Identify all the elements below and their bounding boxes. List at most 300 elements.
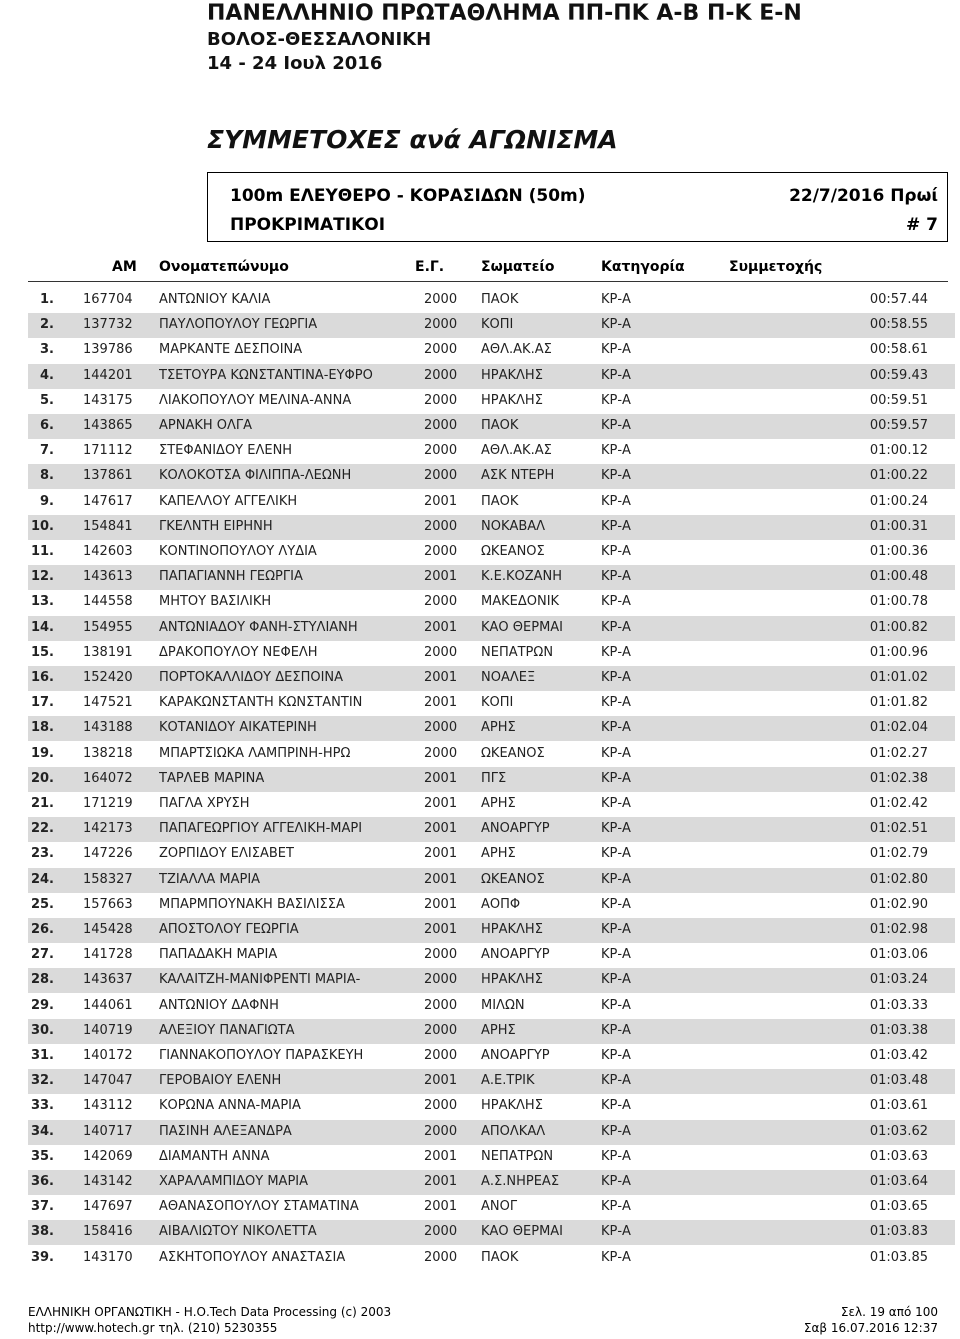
entry-name: ΤΖΙΑΛΛΑ ΜΑΡΙΑ xyxy=(159,871,261,887)
entry-club: ΗΡΑΚΛΗΣ xyxy=(481,922,543,937)
entry-position: 30. xyxy=(30,1022,54,1038)
entry-am: 141728 xyxy=(83,947,133,963)
entry-year: 2000 xyxy=(424,418,458,433)
entry-am: 144558 xyxy=(83,594,133,610)
event-name: 100m ΕΛΕΥΘΕΡΟ - ΚΟΡΑΣΙΔΩΝ (50m) xyxy=(230,186,586,206)
entry-name: ΜΗΤΟΥ ΒΑΣΙΛΙΚΗ xyxy=(159,594,272,610)
entry-year: 2000 xyxy=(424,745,458,761)
entry-category: ΚΡ-Α xyxy=(601,695,631,711)
entry-club: ΗΡΑΚΛΗΣ xyxy=(481,1098,543,1114)
entry-time: 01:00.12 xyxy=(869,443,928,459)
entry-year: 2001 xyxy=(424,619,458,635)
entry-name: ΜΑΡΚΑΝΤΕ ΔΕΣΠΟΙΝΑ xyxy=(159,342,303,358)
entry-time: 01:00.24 xyxy=(869,493,928,509)
entry-am: 157663 xyxy=(83,896,133,912)
entry-category: ΚΡ-Α xyxy=(601,1199,631,1215)
entry-position: 21. xyxy=(30,796,54,811)
entry-club: ΠΑΟΚ xyxy=(481,292,519,307)
entry-position: 25. xyxy=(30,896,54,912)
entry-name: ΚΟΡΩΝΑ ΑΝΝΑ-ΜΑΡΙΑ xyxy=(159,1098,301,1114)
entry-year: 2000 xyxy=(424,292,458,307)
entry-year: 2000 xyxy=(424,594,458,610)
entry-name: ΛΙΑΚΟΠΟΥΛΟΥ ΜΕΛΙΝΑ-ΑΝΝΑ xyxy=(159,392,352,408)
entry-category: ΚΡ-Α xyxy=(601,670,631,685)
entry-year: 2001 xyxy=(424,846,458,862)
entry-club: ΩΚΕΑΝΟΣ xyxy=(481,871,545,887)
entry-name: ΑΝΤΩΝΙΟΥ ΚΑΛΙΑ xyxy=(159,292,271,307)
entry-position: 22. xyxy=(30,821,54,837)
entry-club: ΑΡΗΣ xyxy=(481,720,516,736)
entry-am: 147521 xyxy=(83,695,133,711)
table-row xyxy=(28,691,955,716)
entry-name: ΑΣΚΗΤΟΠΟΥΛΟΥ ΑΝΑΣΤΑΣΙΑ xyxy=(159,1249,346,1265)
entry-name: ΠΑΠΑΓΙΑΝΝΗ ΓΕΩΡΓΙΑ xyxy=(159,569,303,585)
entry-time: 00:58.61 xyxy=(869,342,928,358)
entry-am: 154955 xyxy=(83,619,133,635)
entry-name: ΜΠΑΡΤΣΙΩΚΑ ΛΑΜΠΡΙΝΗ-ΗΡΩ xyxy=(159,745,351,761)
entry-time: 01:00.96 xyxy=(869,644,928,660)
entry-club: ΩΚΕΑΝΟΣ xyxy=(481,544,545,559)
entry-year: 2000 xyxy=(424,1048,458,1063)
table-row xyxy=(28,943,955,968)
entry-name: ΑΛΕΞΙΟΥ ΠΑΝΑΓΙΩΤΑ xyxy=(159,1022,295,1038)
entry-club: ΑΝΟΑΡΓΥΡ xyxy=(481,1048,550,1063)
entry-club: Κ.Ε.ΚΟΖΑΝΗ xyxy=(481,569,563,585)
entry-position: 33. xyxy=(30,1098,54,1114)
entry-time: 01:03.83 xyxy=(869,1224,928,1240)
table-row xyxy=(28,1044,955,1069)
entry-am: 171219 xyxy=(83,796,133,811)
entry-time: 01:02.04 xyxy=(869,720,928,736)
entry-am: 143188 xyxy=(83,720,133,736)
entry-category: ΚΡ-Α xyxy=(601,392,631,408)
entry-time: 01:02.90 xyxy=(869,896,928,912)
entry-name: ΤΣΕΤΟΥΡΑ ΚΩΝΣΤΑΝΤΙΝΑ-ΕΥΦΡΟ xyxy=(159,367,373,383)
dates-title: 14 - 24 Ιουλ 2016 xyxy=(207,53,383,74)
entry-category: ΚΡ-Α xyxy=(601,821,631,837)
entry-position: 15. xyxy=(30,644,54,660)
entry-category: ΚΡ-Α xyxy=(601,367,631,383)
entry-position: 7. xyxy=(40,443,54,459)
entry-name: ΚΟΛΟΚΟΤΣΑ ΦΙΛΙΠΠΑ-ΛΕΩΝΗ xyxy=(159,468,352,484)
entry-category: ΚΡ-Α xyxy=(601,317,631,333)
entry-category: ΚΡ-Α xyxy=(601,770,631,786)
entry-year: 2001 xyxy=(424,493,458,509)
entry-club: ΗΡΑΚΛΗΣ xyxy=(481,392,543,408)
entry-time: 01:02.51 xyxy=(869,821,928,837)
entry-position: 31. xyxy=(30,1048,54,1063)
entry-position: 28. xyxy=(30,972,54,988)
table-row xyxy=(28,994,955,1019)
entry-am: 140172 xyxy=(83,1048,133,1063)
entry-category: ΚΡ-Α xyxy=(601,922,631,937)
entry-time: 01:02.98 xyxy=(869,922,928,937)
entry-position: 16. xyxy=(30,670,54,685)
entry-club: ΠΓΣ xyxy=(481,770,507,786)
entry-am: 158327 xyxy=(83,871,133,887)
entry-position: 17. xyxy=(30,695,54,711)
entry-club: ΑΠΟΛΚΑΛ xyxy=(481,1123,546,1139)
entry-am: 140719 xyxy=(83,1022,133,1038)
entry-time: 00:57.44 xyxy=(869,292,928,307)
entry-name: ΠΑΣΙΝΗ ΑΛΕΞΑΝΔΡΑ xyxy=(159,1123,292,1139)
entry-year: 2000 xyxy=(424,544,458,559)
table-row xyxy=(28,364,955,389)
table-row xyxy=(28,666,955,691)
entry-am: 144061 xyxy=(83,997,133,1013)
entry-name: ΑΙΒΑΛΙΩΤΟΥ ΝΙΚΟΛΕΤΤΑ xyxy=(159,1224,317,1240)
entry-am: 152420 xyxy=(83,670,133,685)
entry-category: ΚΡ-Α xyxy=(601,569,631,585)
entry-am: 147617 xyxy=(83,493,133,509)
table-row xyxy=(28,868,955,893)
col-header-year: Ε.Γ. xyxy=(415,259,445,275)
entry-club: ΑΘΛ.ΑΚ.ΑΣ xyxy=(481,443,552,459)
entry-club: ΠΑΟΚ xyxy=(481,418,519,433)
entry-club: ΜΑΚΕΔΟΝΙΚ xyxy=(481,594,560,610)
entry-year: 2000 xyxy=(424,518,458,534)
table-row xyxy=(28,817,955,842)
table-row xyxy=(28,1246,955,1271)
entry-time: 01:03.65 xyxy=(869,1199,928,1215)
entry-time: 01:02.80 xyxy=(869,871,928,887)
entry-position: 6. xyxy=(40,418,54,433)
entry-name: ΑΝΤΩΝΙΟΥ ΔΑΦΝΗ xyxy=(159,997,279,1013)
entry-category: ΚΡ-Α xyxy=(601,1098,631,1114)
entry-name: ΓΕΡΟΒΑΙΟΥ ΕΛΕΝΗ xyxy=(159,1073,282,1089)
entry-year: 2000 xyxy=(424,1022,458,1038)
entry-name: ΔΙΑΜΑΝΤΗ ΑΝΝΑ xyxy=(159,1148,270,1164)
entry-position: 29. xyxy=(30,997,54,1013)
entry-year: 2001 xyxy=(424,821,458,837)
entry-year: 2001 xyxy=(424,1073,458,1089)
entry-club: ΠΑΟΚ xyxy=(481,1249,519,1265)
entry-year: 2000 xyxy=(424,1224,458,1240)
entry-club: ΑΡΗΣ xyxy=(481,796,516,811)
entry-category: ΚΡ-Α xyxy=(601,1022,631,1038)
entry-name: ΠΑΥΛΟΠΟΥΛΟΥ ΓΕΩΡΓΙΑ xyxy=(159,317,318,333)
entry-category: ΚΡ-Α xyxy=(601,594,631,610)
entry-club: Α.Σ.ΝΗΡΕΑΣ xyxy=(481,1174,560,1189)
entry-club: ΚΟΠΙ xyxy=(481,317,514,333)
entry-am: 142069 xyxy=(83,1148,133,1164)
entry-club: ΝΕΠΑΤΡΩΝ xyxy=(481,644,554,660)
header-divider xyxy=(28,281,948,282)
entry-am: 147047 xyxy=(83,1073,133,1089)
entry-category: ΚΡ-Α xyxy=(601,644,631,660)
entry-name: ΠΑΓΛΑ ΧΡΥΣΗ xyxy=(159,796,250,811)
table-row xyxy=(28,968,955,993)
entry-am: 167704 xyxy=(83,292,133,307)
entry-club: ΑΘΛ.ΑΚ.ΑΣ xyxy=(481,342,552,358)
entry-time: 01:02.79 xyxy=(869,846,928,862)
entry-category: ΚΡ-Α xyxy=(601,997,631,1013)
entry-club: ΑΝΟΑΡΓΥΡ xyxy=(481,821,550,837)
entry-position: 13. xyxy=(30,594,54,610)
entry-time: 01:00.22 xyxy=(869,468,928,484)
entry-name: ΖΟΡΠΙΔΟΥ ΕΛΙΣΑΒΕΤ xyxy=(159,846,294,862)
entry-year: 2001 xyxy=(424,922,458,937)
entry-club: ΚΟΠΙ xyxy=(481,695,514,711)
entry-am: 143175 xyxy=(83,392,133,408)
entry-year: 2001 xyxy=(424,670,458,685)
table-row xyxy=(28,1220,955,1245)
col-header-name: Ονοματεπώνυμο xyxy=(159,259,289,275)
entry-am: 143637 xyxy=(83,972,133,988)
entry-time: 01:03.06 xyxy=(869,947,928,963)
entry-am: 171112 xyxy=(83,443,133,459)
entry-name: ΚΑΛΑΙΤΖΗ-ΜΑΝΙΦΡΕΝΤΙ ΜΑΡΙΑ- xyxy=(159,972,361,988)
event-number: # 7 xyxy=(906,215,938,235)
entry-am: 137861 xyxy=(83,468,133,484)
entry-name: ΑΡΝΑΚΗ ΟΛΓΑ xyxy=(159,418,253,433)
entry-time: 01:03.85 xyxy=(869,1249,928,1265)
entry-club: ΝΟΚΑΒΑΛ xyxy=(481,518,546,534)
entry-time: 01:03.42 xyxy=(869,1048,928,1063)
entry-year: 2000 xyxy=(424,644,458,660)
table-row xyxy=(28,313,955,338)
entry-club: ΝΕΠΑΤΡΩΝ xyxy=(481,1148,554,1164)
entry-year: 2001 xyxy=(424,1199,458,1215)
entry-category: ΚΡ-Α xyxy=(601,1148,631,1164)
entry-position: 32. xyxy=(30,1073,54,1089)
entry-time: 01:02.42 xyxy=(869,796,928,811)
entry-time: 01:03.64 xyxy=(869,1174,928,1189)
entry-time: 01:00.31 xyxy=(869,518,928,534)
entry-category: ΚΡ-Α xyxy=(601,468,631,484)
entry-category: ΚΡ-Α xyxy=(601,972,631,988)
entry-year: 2001 xyxy=(424,871,458,887)
table-row xyxy=(28,1145,955,1170)
entry-position: 38. xyxy=(30,1224,54,1240)
entry-year: 2000 xyxy=(424,997,458,1013)
entry-category: ΚΡ-Α xyxy=(601,796,631,811)
entry-time: 01:00.82 xyxy=(869,619,928,635)
entry-category: ΚΡ-Α xyxy=(601,1123,631,1139)
entry-year: 2000 xyxy=(424,317,458,333)
entry-am: 138191 xyxy=(83,644,133,660)
col-header-club: Σωματείο xyxy=(481,259,555,275)
entry-position: 3. xyxy=(40,342,54,358)
entry-category: ΚΡ-Α xyxy=(601,720,631,736)
entry-category: ΚΡ-Α xyxy=(601,1249,631,1265)
entry-year: 2000 xyxy=(424,367,458,383)
footer-page: Σελ. 19 από 100 xyxy=(840,1305,938,1319)
table-row xyxy=(28,716,955,741)
entry-category: ΚΡ-Α xyxy=(601,1073,631,1089)
entry-time: 01:02.38 xyxy=(869,770,928,786)
entry-time: 01:01.82 xyxy=(869,695,928,711)
table-row xyxy=(28,1170,955,1195)
table-row xyxy=(28,414,955,439)
entry-position: 26. xyxy=(30,922,54,937)
table-row xyxy=(28,742,955,767)
championship-title: ΠΑΝΕΛΛΗΝΙΟ ΠΡΩΤΑΘΛΗΜΑ ΠΠ-ΠΚ Α-Β Π-Κ Ε-Ν xyxy=(207,1,802,26)
entry-time: 01:03.48 xyxy=(869,1073,928,1089)
table-row xyxy=(28,1094,955,1119)
entry-position: 8. xyxy=(40,468,54,484)
entry-position: 23. xyxy=(30,846,54,862)
entry-category: ΚΡ-Α xyxy=(601,493,631,509)
entry-am: 140717 xyxy=(83,1123,133,1139)
entry-am: 137732 xyxy=(83,317,133,333)
entry-am: 143170 xyxy=(83,1249,133,1265)
entry-name: ΜΠΑΡΜΠΟΥΝΑΚΗ ΒΑΣΙΛΙΣΣΑ xyxy=(159,896,345,912)
entry-am: 139786 xyxy=(83,342,133,358)
entry-position: 14. xyxy=(30,619,54,635)
entry-name: ΠΟΡΤΟΚΑΛΛΙΔΟΥ ΔΕΣΠΟΙΝΑ xyxy=(159,670,344,685)
entry-category: ΚΡ-Α xyxy=(601,745,631,761)
table-row xyxy=(28,590,955,615)
entry-year: 2001 xyxy=(424,796,458,811)
entry-year: 2001 xyxy=(424,695,458,711)
entry-am: 144201 xyxy=(83,367,133,383)
entry-club: ΑΟΠΦ xyxy=(481,896,521,912)
entry-am: 154841 xyxy=(83,518,133,534)
entry-category: ΚΡ-Α xyxy=(601,1174,631,1189)
entry-club: ΗΡΑΚΛΗΣ xyxy=(481,367,543,383)
entry-time: 01:03.61 xyxy=(869,1098,928,1114)
entry-time: 01:03.33 xyxy=(869,997,928,1013)
table-row xyxy=(28,893,955,918)
entry-year: 2001 xyxy=(424,770,458,786)
entry-position: 12. xyxy=(30,569,54,585)
entry-am: 147226 xyxy=(83,846,133,862)
table-row xyxy=(28,288,955,313)
entry-club: Α.Ε.ΤΡΙΚ xyxy=(481,1073,535,1089)
entry-name: ΓΙΑΝΝΑΚΟΠΟΥΛΟΥ ΠΑΡΑΣΚΕΥΗ xyxy=(159,1048,364,1063)
entry-club: ΗΡΑΚΛΗΣ xyxy=(481,972,543,988)
entry-year: 2001 xyxy=(424,1148,458,1164)
entry-year: 2000 xyxy=(424,468,458,484)
entry-club: ΚΑΟ ΘΕΡΜΑΙ xyxy=(481,619,564,635)
entry-time: 00:59.43 xyxy=(869,367,928,383)
entry-position: 34. xyxy=(30,1123,54,1139)
entry-time: 01:01.02 xyxy=(869,670,928,685)
entry-club: ΝΟΑΛΕΞ xyxy=(481,670,536,685)
section-title: ΣΥΜΜΕΤΟΧΕΣ ανά ΑΓΩΝΙΣΜΑ xyxy=(207,125,618,154)
entry-year: 2001 xyxy=(424,569,458,585)
table-row xyxy=(28,1019,955,1044)
entry-am: 143142 xyxy=(83,1174,133,1189)
event-phase: ΠΡΟΚΡΙΜΑΤΙΚΟΙ xyxy=(230,215,386,235)
entry-name: ΑΠΟΣΤΟΛΟΥ ΓΕΩΡΓΙΑ xyxy=(159,922,299,937)
table-row xyxy=(28,1120,955,1145)
entry-am: 143613 xyxy=(83,569,133,585)
entry-am: 138218 xyxy=(83,745,133,761)
entry-category: ΚΡ-Α xyxy=(601,544,631,559)
entry-category: ΚΡ-Α xyxy=(601,1048,631,1063)
entry-name: ΚΑΡΑΚΩΝΣΤΑΝΤΗ ΚΩΝΣΤΑΝΤΙΝ xyxy=(159,695,363,711)
entry-time: 01:02.27 xyxy=(869,745,928,761)
entry-club: ΠΑΟΚ xyxy=(481,493,519,509)
entry-name: ΧΑΡΑΛΑΜΠΙΔΟΥ ΜΑΡΙΑ xyxy=(159,1174,309,1189)
entry-position: 2. xyxy=(40,317,54,333)
entry-name: ΑΝΤΩΝΙΑΔΟΥ ΦΑΝΗ-ΣΤΥΛΙΑΝΗ xyxy=(159,619,358,635)
table-row xyxy=(28,767,955,792)
entry-year: 2000 xyxy=(424,1098,458,1114)
entry-name: ΣΤΕΦΑΝΙΔΟΥ ΕΛΕΝΗ xyxy=(159,443,293,459)
entry-club: ΑΝΟΓ xyxy=(481,1199,518,1215)
entry-name: ΑΘΑΝΑΣΟΠΟΥΛΟΥ ΣΤΑΜΑΤΙΝΑ xyxy=(159,1199,359,1215)
event-date: 22/7/2016 Πρωί xyxy=(789,186,938,206)
col-header-category: Κατηγορία xyxy=(601,259,685,275)
entry-club: ΑΡΗΣ xyxy=(481,846,516,862)
location-title: ΒΟΛΟΣ-ΘΕΣΣΑΛΟΝΙΚΗ xyxy=(207,29,432,50)
entry-year: 2000 xyxy=(424,342,458,358)
entry-year: 2000 xyxy=(424,947,458,963)
table-row xyxy=(28,338,955,363)
entry-position: 35. xyxy=(30,1148,54,1164)
entry-position: 37. xyxy=(30,1199,54,1215)
entry-position: 27. xyxy=(30,947,54,963)
entry-am: 158416 xyxy=(83,1224,133,1240)
entry-category: ΚΡ-Α xyxy=(601,619,631,635)
entry-position: 1. xyxy=(40,292,54,307)
entry-name: ΠΑΠΑΓΕΩΡΓΙΟΥ ΑΓΓΕΛΙΚΗ-ΜΑΡΙ xyxy=(159,821,363,837)
entry-category: ΚΡ-Α xyxy=(601,947,631,963)
entry-position: 4. xyxy=(40,367,54,383)
entry-time: 01:03.62 xyxy=(869,1123,928,1139)
entry-time: 01:00.78 xyxy=(869,594,928,610)
entry-time: 01:03.63 xyxy=(869,1148,928,1164)
entry-club: ΩΚΕΑΝΟΣ xyxy=(481,745,545,761)
entry-year: 2001 xyxy=(424,896,458,912)
footer-org: ΕΛΛΗΝΙΚΗ ΟΡΓΑΝΩΤΙΚΗ - Η.Ο.Tech Data Processing (c) 2003 xyxy=(28,1305,392,1319)
table-row xyxy=(28,1195,955,1220)
entry-am: 142603 xyxy=(83,544,133,559)
entry-position: 24. xyxy=(30,871,54,887)
entry-name: ΤΑΡΛΕΒ ΜΑΡΙΝΑ xyxy=(159,770,265,786)
entry-year: 2000 xyxy=(424,720,458,736)
entry-year: 2000 xyxy=(424,443,458,459)
entry-am: 143865 xyxy=(83,418,133,433)
entry-name: ΠΑΠΑΔΑΚΗ ΜΑΡΙΑ xyxy=(159,947,278,963)
table-row xyxy=(28,565,955,590)
entry-position: 19. xyxy=(30,745,54,761)
entry-position: 36. xyxy=(30,1174,54,1189)
entry-time: 00:58.55 xyxy=(869,317,928,333)
entry-am: 164072 xyxy=(83,770,133,786)
table-row xyxy=(28,490,955,515)
entry-am: 145428 xyxy=(83,922,133,937)
entry-time: 01:03.24 xyxy=(869,972,928,988)
table-row xyxy=(28,389,955,414)
entry-am: 147697 xyxy=(83,1199,133,1215)
entry-position: 10. xyxy=(30,518,54,534)
entry-name: ΚΟΤΑΝΙΔΟΥ ΑΙΚΑΤΕΡΙΝΗ xyxy=(159,720,317,736)
entry-time: 01:00.48 xyxy=(869,569,928,585)
entry-category: ΚΡ-Α xyxy=(601,1224,631,1240)
entry-position: 18. xyxy=(30,720,54,736)
entry-category: ΚΡ-Α xyxy=(601,292,631,307)
entry-name: ΚΑΠΕΛΛΟΥ ΑΓΓΕΛΙΚΗ xyxy=(159,493,298,509)
table-row xyxy=(28,439,955,464)
entry-year: 2001 xyxy=(424,1174,458,1189)
entry-category: ΚΡ-Α xyxy=(601,518,631,534)
entry-time: 00:59.57 xyxy=(869,418,928,433)
entry-position: 39. xyxy=(30,1249,54,1265)
table-row xyxy=(28,641,955,666)
col-header-am: AM xyxy=(112,259,137,275)
entry-time: 01:00.36 xyxy=(869,544,928,559)
entry-category: ΚΡ-Α xyxy=(601,846,631,862)
entry-name: ΓΚΕΛΝΤΗ ΕΙΡΗΝΗ xyxy=(159,518,273,534)
entry-club: ΑΣΚ ΝΤΕΡΗ xyxy=(481,468,555,484)
entry-am: 143112 xyxy=(83,1098,133,1114)
footer-web: http://www.hotech.gr τηλ. (210) 5230355 xyxy=(28,1321,278,1335)
table-row xyxy=(28,515,955,540)
